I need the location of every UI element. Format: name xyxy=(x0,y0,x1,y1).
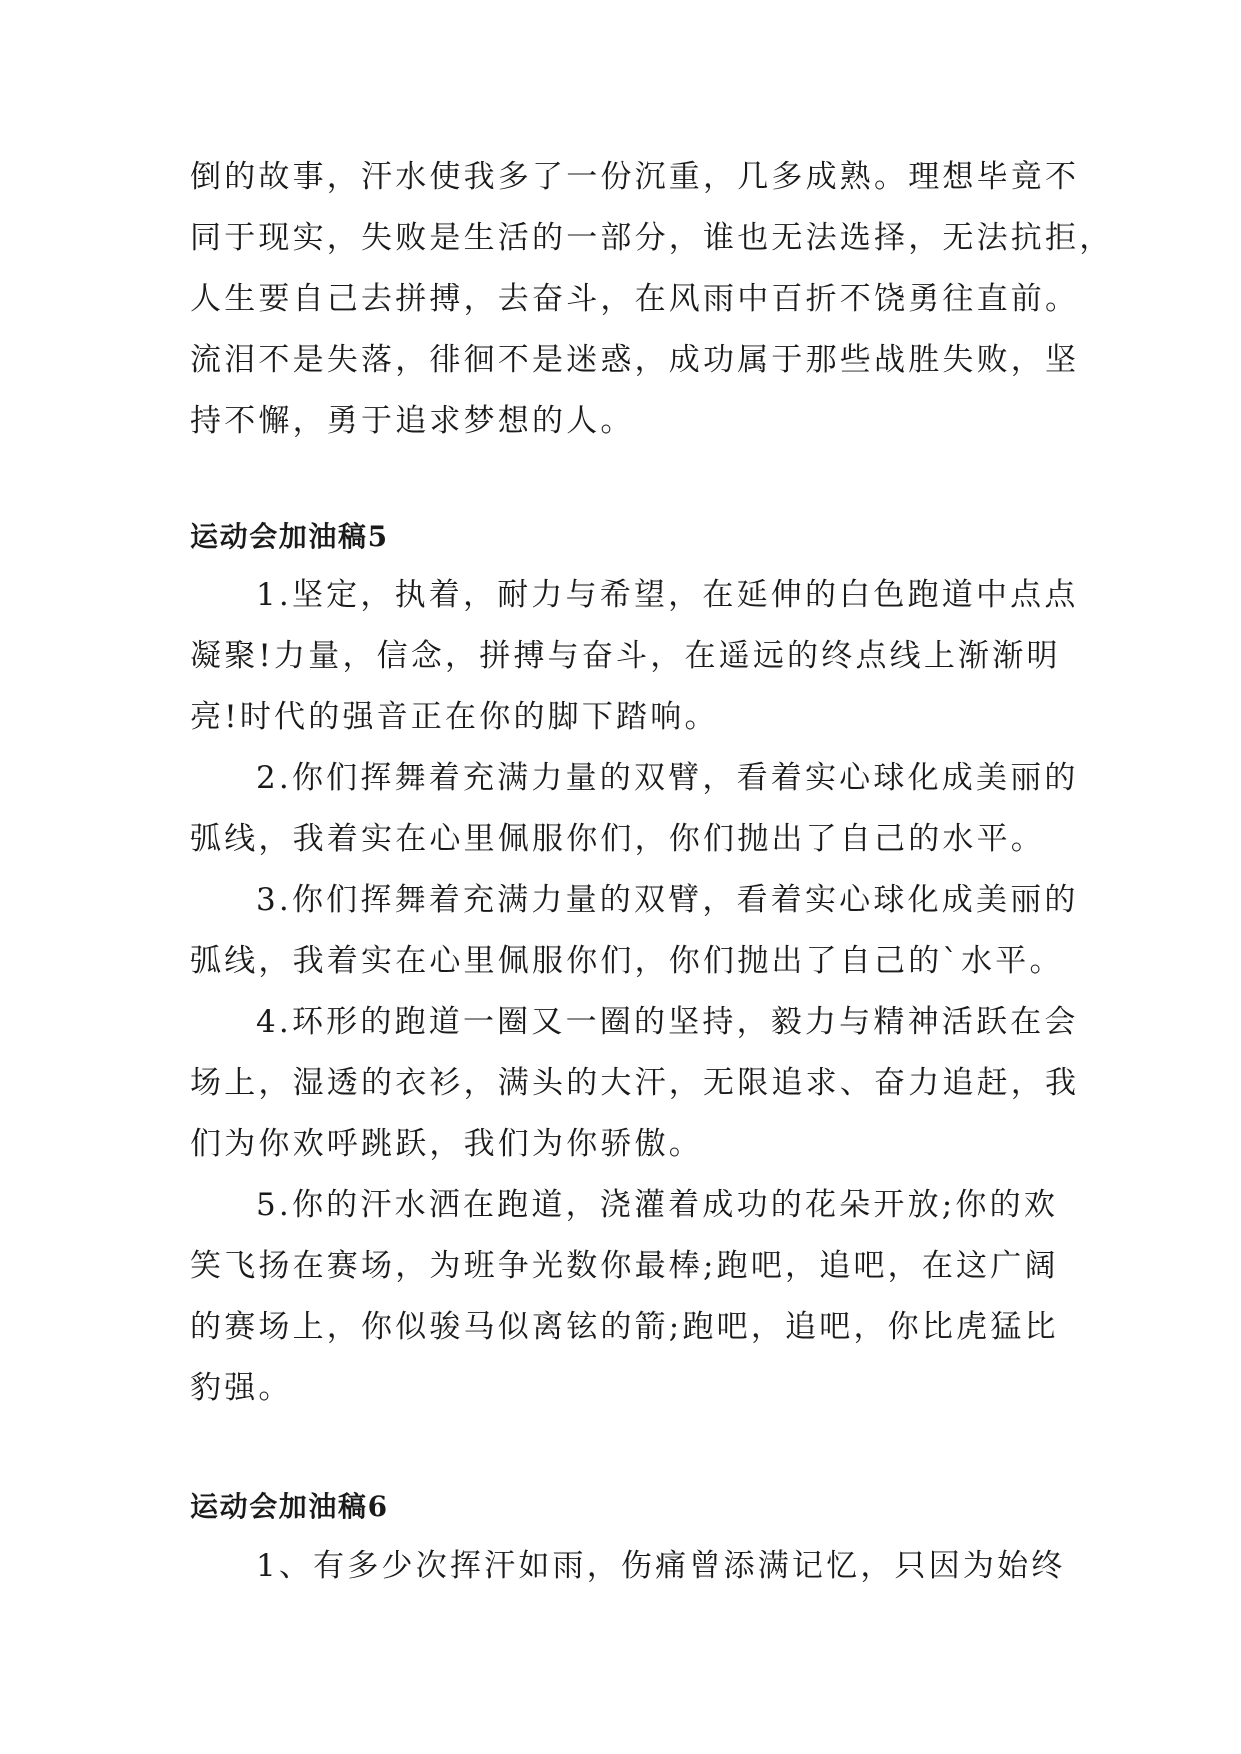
paragraph-line: 倒的故事，汗水使我多了一份沉重，几多成熟。理想毕竟不 xyxy=(190,159,1080,195)
list-item-line: 亮!时代的强音正在你的脚下踏响。 xyxy=(190,699,719,735)
list-item-line: 豹强。 xyxy=(190,1370,293,1406)
list-item-line: 的赛场上，你似骏马似离铉的箭;跑吧，追吧，你比虎猛比 xyxy=(190,1309,1059,1345)
list-item-line: 5.你的汗水洒在跑道，浇灌着成功的花朵开放;你的欢 xyxy=(256,1187,1059,1223)
list-item-line: 2.你们挥舞着充满力量的双臂，看着实心球化成美丽的 xyxy=(256,760,1079,796)
list-item-line: 凝聚!力量，信念，拼搏与奋斗，在遥远的终点线上渐渐明 xyxy=(190,638,1061,674)
section-heading-6: 运动会加油稿6 xyxy=(190,1490,389,1523)
list-item-line: 3.你们挥舞着充满力量的双臂，看着实心球化成美丽的 xyxy=(256,882,1079,918)
list-item-line: 4.环形的跑道一圈又一圈的坚持，毅力与精神活跃在会 xyxy=(256,1004,1079,1040)
list-item-line: 弧线，我着实在心里佩服你们，你们抛出了自己的`水平。 xyxy=(190,943,1064,979)
paragraph-line: 流泪不是失落，徘徊不是迷惑，成功属于那些战胜失败，坚 xyxy=(190,342,1080,378)
list-item-line: 笑飞扬在赛场，为班争光数你最棒;跑吧，追吧，在这广阔 xyxy=(190,1248,1059,1284)
list-item-line: 弧线，我着实在心里佩服你们，你们抛出了自己的水平。 xyxy=(190,821,1045,857)
list-item-line: 们为你欢呼跳跃，我们为你骄傲。 xyxy=(190,1126,703,1162)
list-item-line: 场上，湿透的衣衫，满头的大汗，无限追求、奋力追赶，我 xyxy=(190,1065,1080,1101)
paragraph-line: 持不懈，勇于追求梦想的人。 xyxy=(190,403,635,439)
list-item-line: 1、有多少次挥汗如雨，伤痛曾添满记忆，只因为始终 xyxy=(256,1548,1066,1584)
list-item-line: 1.坚定，执着，耐力与希望，在延伸的白色跑道中点点 xyxy=(256,577,1079,613)
paragraph-line: 同于现实，失败是生活的一部分，谁也无法选择，无法抗拒， xyxy=(190,220,1114,256)
paragraph-line: 人生要自己去拼搏，去奋斗，在风雨中百折不饶勇往直前。 xyxy=(190,281,1080,317)
section-heading-5: 运动会加油稿5 xyxy=(190,520,389,553)
